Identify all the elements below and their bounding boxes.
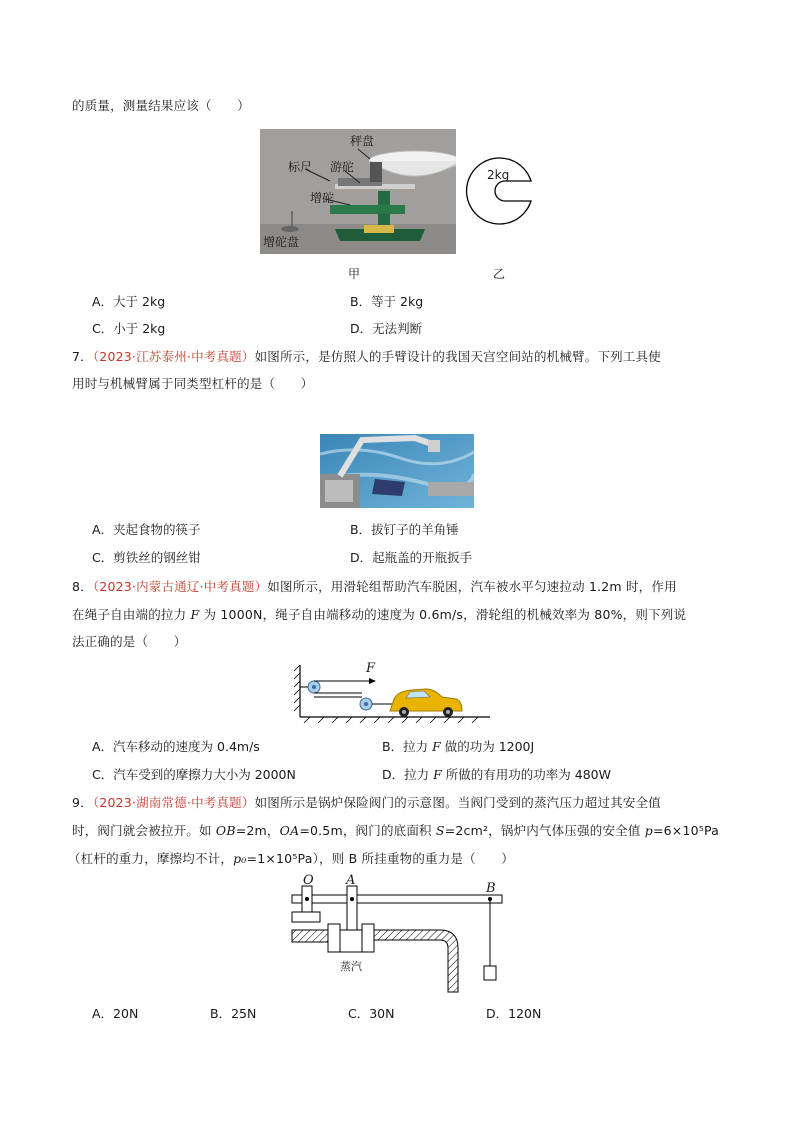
q6-option-c: C．小于 2kg (92, 321, 166, 336)
q8-number: 8． (72, 579, 93, 594)
scale-photo (260, 129, 456, 254)
robot-arm-photo (320, 434, 474, 508)
q9-text2b: =2m， (235, 823, 280, 838)
q9-var-ob: OB (215, 823, 236, 838)
caption-a: 甲 (348, 267, 361, 281)
q8-option-d (382, 765, 611, 783)
label-add-weight: 增砣 (310, 191, 335, 205)
q8-option-b (382, 737, 534, 755)
q8-option-d-var: F (433, 767, 442, 782)
q9-text1: 如图所示是锅炉保险阀门的示意图。当阀门受到的蒸汽压力超过其安全值 (254, 795, 661, 810)
label-sliding-weight: 游砣 (330, 160, 355, 174)
q8-text2b: 为 1000N，绳子自由端移动的速度为 0.6m/s，滑轮组的机械效率为 80%，则下列说 (199, 607, 687, 622)
q7-option-a: A．夹起食物的筷子 (92, 522, 201, 537)
q9-text3a: （杠杆的重力，摩擦均不计， (68, 851, 234, 866)
q8-stem-line2 (72, 605, 686, 623)
q9-var-oa: OA (279, 823, 300, 838)
label-pan: 秤盘 (350, 134, 375, 148)
weight-label: 2kg (487, 168, 510, 182)
fig-label-b: B (486, 881, 496, 896)
q7-number: 7． (72, 349, 93, 364)
q9-text2c: =0.5m，阀门的底面积 (299, 823, 436, 838)
q6-option-a: A．大于 2kg (92, 294, 166, 309)
q9-stem-line2 (72, 821, 719, 839)
valve-figure (290, 872, 510, 994)
q9-text3b: =1×10⁵Pa），则 B 所挂重物的重力是（ ） (246, 851, 514, 866)
q7-text1: 如图所示，是仿照人的手臂设计的我国天宫空间站的机械臂。下列工具使 (254, 349, 661, 364)
q9-var-p: p (644, 823, 653, 838)
q9-var-s: S (435, 823, 445, 838)
q8-stem-line3: 法正确的是（ ） (72, 634, 187, 649)
weight-figure (465, 151, 545, 231)
q7-source: （2023·江苏泰州·中考真题） (92, 349, 255, 364)
q8-option-b-post: 做的功为 1200J (440, 739, 535, 754)
q8-option-a: A．汽车移动的速度为 0.4m/s (92, 739, 260, 754)
label-scale-rule: 标尺 (288, 160, 313, 174)
q8-stem-line1 (72, 577, 677, 595)
q8-option-d-pre: D．拉力 (382, 767, 434, 782)
q8-option-b-var: F (432, 739, 441, 754)
q7-stem-line1 (72, 347, 661, 365)
q9-option-b: B．25N (210, 1006, 257, 1021)
q8-source: （2023·内蒙古通辽·中考真题） (92, 579, 268, 594)
fig-force-label: F (366, 661, 376, 676)
q8-var-f: F (190, 607, 200, 622)
q8-option-c: C．汽车受到的摩擦力大小为 2000N (92, 767, 296, 782)
q7-option-d: D．起瓶盖的开瓶扳手 (350, 550, 473, 565)
q8-option-d-post: 所做的有用功的功率为 480W (441, 767, 611, 782)
q8-option-b-pre: B．拉力 (382, 739, 433, 754)
q9-stem-line1 (72, 793, 661, 811)
q9-option-c: C．30N (348, 1006, 395, 1021)
q9-option-d: D．120N (486, 1006, 542, 1021)
label-add-weight-pan: 增砣盘 (263, 235, 300, 249)
q7-option-c: C．剪铁丝的钢丝钳 (92, 550, 201, 565)
q9-stem-line3 (68, 849, 514, 867)
q9-source: （2023·湖南常德·中考真题） (92, 795, 255, 810)
caption-b: 乙 (493, 267, 506, 281)
q6-option-b: B．等于 2kg (350, 294, 424, 309)
q8-text2a: 在绳子自由端的拉力 (72, 607, 191, 622)
fig-label-steam: 蒸汽 (340, 960, 362, 973)
q9-var-p0: p₀ (233, 851, 247, 866)
q8-text1: 如图所示，用滑轮组帮助汽车脱困，汽车被水平匀速拉动 1.2m 时，作用 (267, 579, 677, 594)
q9-text2a: 时，阀门就会被拉开。如 (72, 823, 216, 838)
q9-text2e: =6×10⁵Pa (652, 823, 720, 838)
fig-label-o: O (303, 873, 314, 888)
q7-stem-line2: 用时与机械臂属于同类型杠杆的是（ ） (72, 376, 314, 391)
fig-label-a: A (346, 873, 356, 888)
q9-option-a: A．20N (92, 1006, 139, 1021)
q6-stem-tail: 的质量，测量结果应该（ ） (72, 98, 250, 113)
q9-number: 9． (72, 795, 93, 810)
q7-option-b: B．拔钉子的羊角锤 (350, 522, 459, 537)
q9-text2d: =2cm²，锅炉内气体压强的安全值 (444, 823, 645, 838)
pulley-car-figure (294, 661, 494, 725)
q6-option-d: D．无法判断 (350, 321, 423, 336)
